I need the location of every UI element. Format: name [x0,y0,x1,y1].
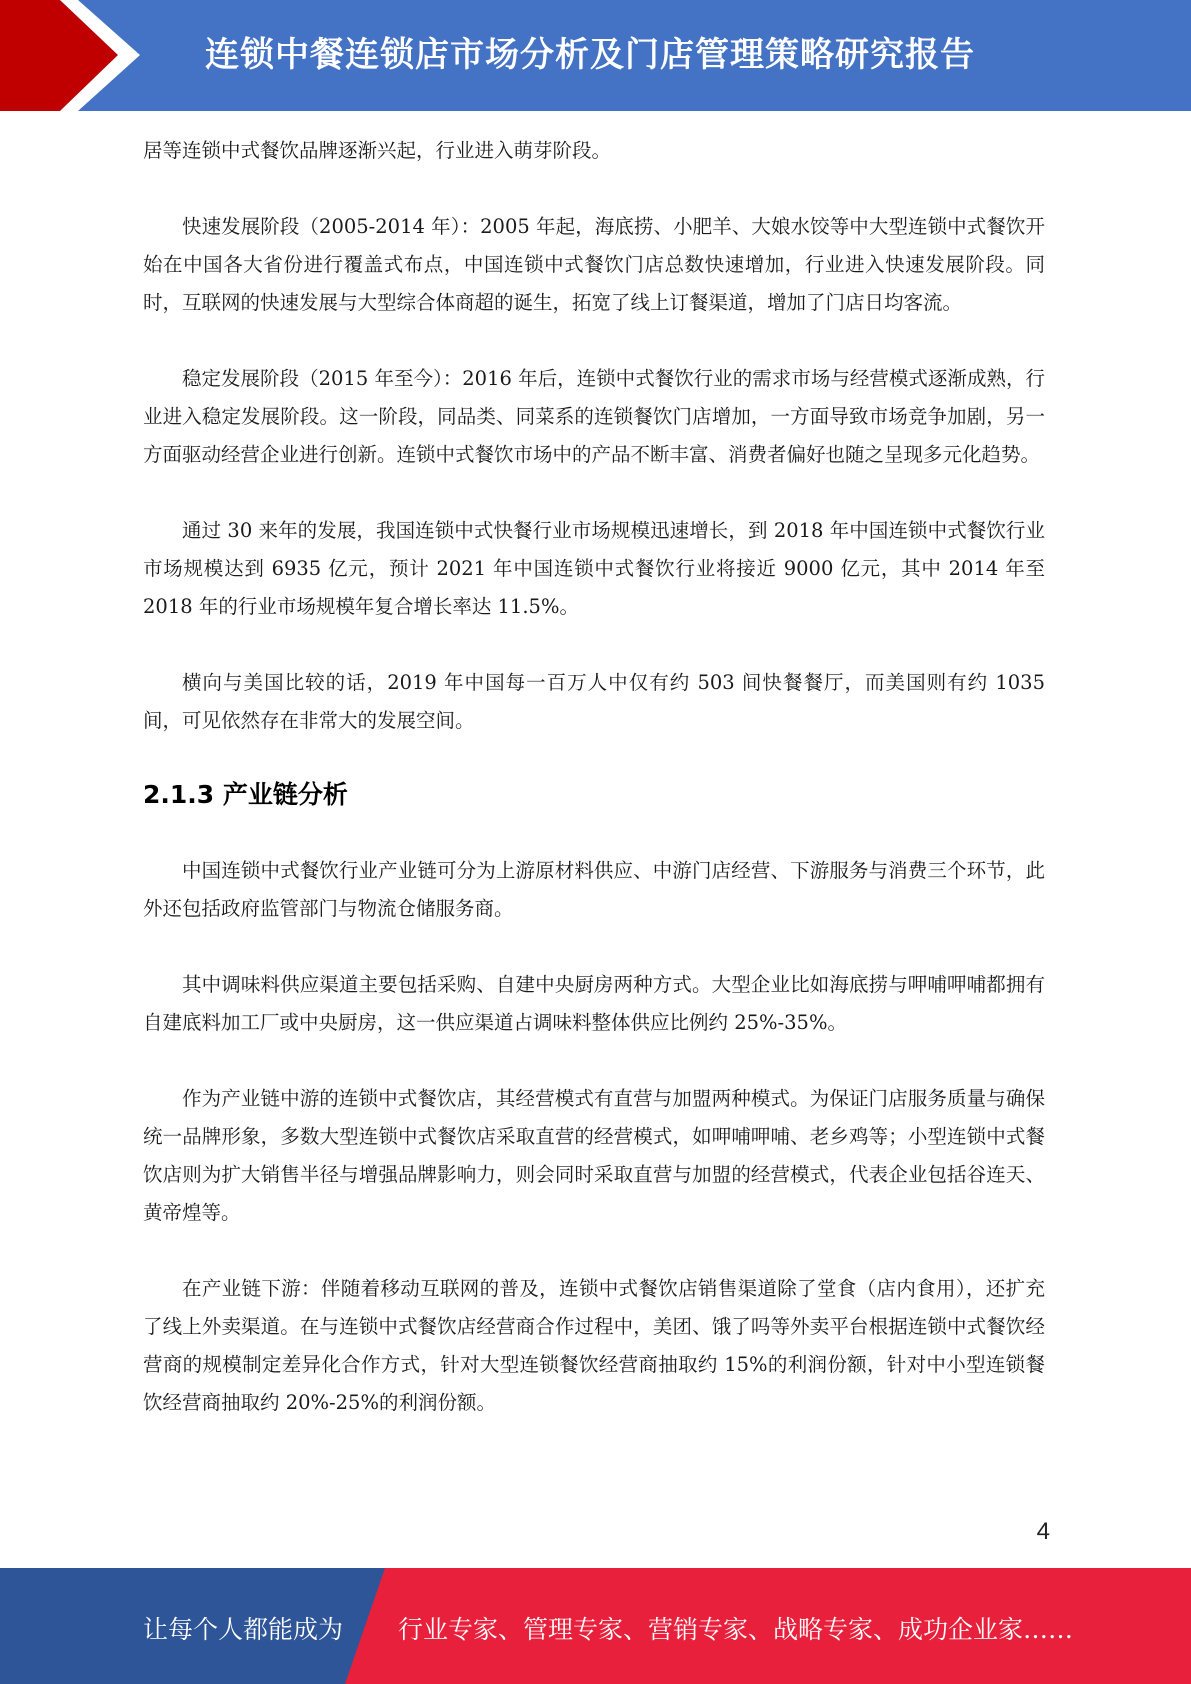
footer-slogan-right: 行业专家、管理专家、营销专家、战略专家、成功企业家…… [398,1615,1074,1644]
page-header [0,0,1191,111]
footer-slogan-left: 让每个人都能成为 [143,1615,344,1644]
document-title: 连锁中餐连锁店市场分析及门店管理策略研究报告 [205,35,975,75]
page-number: 4 [1036,1518,1050,1545]
paragraph-us-comparison: 横向与美国比较的话，2019 年中国每一百万人中仅有约 503 间快餐餐厅，而美国则有约 1035 间，可见依然存在非常大的发展空间。 [143,671,1045,732]
paragraph-industry-chain: 中国连锁中式餐饮行业产业链可分为上游原材料供应、中游门店经营、下游服务与消费三个环节，此外还包括政府监管部门与物流仓储服务商。 [143,859,1045,920]
paragraph-continued: 居等连锁中式餐饮品牌逐渐兴起，行业进入萌芽阶段。 [143,139,612,162]
paragraph-stable-stage: 稳定发展阶段（2015 年至今）：2016 年后，连锁中式餐饮行业的需求市场与经营模式逐渐成熟，行业进入稳定发展阶段。这一阶段，同品类、同菜系的连锁餐饮门店增加，一方面导致市场竞争加剧，另一方面驱动经营企业进行创新。连锁中式餐饮市场中的产品不断丰富、消费者偏好也随之呈现多元化趋势。 [143,367,1045,466]
page-footer [0,1568,1191,1684]
paragraph-downstream: 在产业链下游：伴随着移动互联网的普及，连锁中式餐饮店销售渠道除了堂食（店内食用），还扩充了线上外卖渠道。在与连锁中式餐饮店经营商合作过程中，美团、饿了吗等外卖平台根据连锁中式餐饮经营商的规模制定差异化合作方式，针对大型连锁餐饮经营商抽取约 15%的利润份额，针对中小型连锁餐饮经营商抽取约 20%-25%的利润份额。 [143,1277,1045,1414]
paragraph-seasoning-supply: 其中调味料供应渠道主要包括采购、自建中央厨房两种方式。大型企业比如海底捞与呷哺呷哺都拥有自建底料加工厂或中央厨房，这一供应渠道占调味料整体供应比例约 25%-35%。 [143,973,1045,1034]
paragraph-rapid-growth-stage: 快速发展阶段（2005-2014 年）：2005 年起，海底捞、小肥羊、大娘水饺等中大型连锁中式餐饮开始在中国各大省份进行覆盖式布点，中国连锁中式餐饮门店总数快速增加，行业进入快速发展阶段。同时，互联网的快速发展与大型综合体商超的诞生，拓宽了线上订餐渠道，增加了门店日均客流。 [143,215,1045,314]
section-heading: 2.1.3 产业链分析 [143,780,348,809]
header-red-arrow-decoration [0,0,150,111]
paragraph-midstream: 作为产业链中游的连锁中式餐饮店，其经营模式有直营与加盟两种模式。为保证门店服务质量与确保统一品牌形象，多数大型连锁中式餐饮店采取直营的经营模式，如呷哺呷哺、老乡鸡等；小型连锁中式餐饮店则为扩大销售半径与增强品牌影响力，则会同时采取直营与加盟的经营模式，代表企业包括谷连天、黄帝煌等。 [143,1087,1045,1224]
page-body [143,132,1045,1422]
paragraph-market-size: 通过 30 来年的发展，我国连锁中式快餐行业市场规模迅速增长，到 2018 年中国连锁中式餐饮行业市场规模达到 6935 亿元，预计 2021 年中国连锁中式餐饮行业将接近 9000 亿元，其中 2014 年至 2018 年的行业市场规模年复合增长率达 11.5%。 [143,519,1045,618]
